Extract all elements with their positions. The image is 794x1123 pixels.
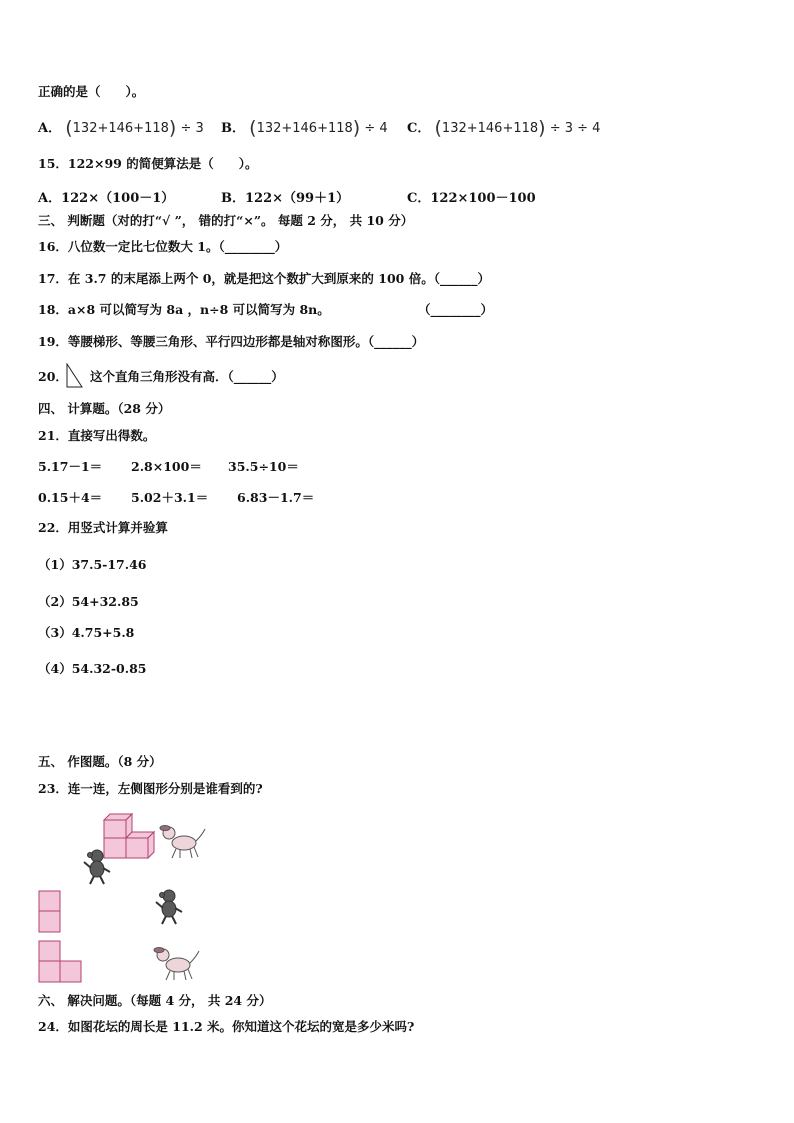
- q17: 17．在 3.7 的末尾添上两个 0，就是把这个数扩大到原来的 100 倍。（______）: [38, 271, 490, 286]
- option-label: A．: [38, 121, 62, 136]
- q15-option-a: A．122×（100－1）: [38, 191, 175, 206]
- monkey-icon: [152, 888, 186, 926]
- q14-option-b: B． (132+146+118) ÷ 4: [221, 117, 388, 139]
- section-3-heading: 三、 判断题（对的打“√ ”， 错的打“×”。 每题 2 分， 共 10 分）: [38, 213, 414, 228]
- calc-row-1-item-1: 5.17－1＝: [38, 459, 103, 474]
- section-4-heading: 四、 计算题。（28 分）: [38, 401, 171, 416]
- section-5-heading: 五、 作图题。（8 分）: [38, 754, 162, 769]
- q16: 16．八位数一定比七位数大 1。（________）: [38, 239, 288, 254]
- option-tail: ÷ 4: [364, 121, 388, 136]
- right-triangle-figure: [66, 363, 84, 389]
- q14-stem-tail: 正确的是（ ）。: [38, 84, 145, 99]
- dog-icon: [152, 945, 202, 983]
- calc-row-2-item-1: 0.15＋4＝: [38, 490, 103, 505]
- option-expr: 132+146+118: [72, 121, 169, 136]
- q21: 21．直接写出得数。: [38, 428, 156, 443]
- calc-row-1-item-2: 2.8×100＝: [131, 459, 202, 474]
- q22-item-4: （4）54.32-0.85: [38, 661, 147, 676]
- q22-item-1: （1）37.5-17.46: [38, 557, 147, 572]
- calc-row-1-item-3: 35.5÷10＝: [228, 459, 299, 474]
- option-label: C．: [407, 121, 431, 136]
- q22-item-2: （2）54+32.85: [38, 594, 139, 609]
- option-label: B．: [221, 121, 245, 136]
- q18: 18．a×8 可以简写为 8a ，n÷8 可以简写为 8n。: [38, 302, 330, 317]
- q23: 23．连一连，左侧图形分别是谁看到的?: [38, 781, 263, 796]
- calc-row-2-item-2: 5.02＋3.1＝: [131, 490, 209, 505]
- q22: 22．用竖式计算并验算: [38, 520, 168, 535]
- section-6-heading: 六、 解决问题。（每题 4 分， 共 24 分）: [38, 993, 272, 1008]
- front-view-figure: [38, 890, 62, 934]
- q20-text: 这个直角三角形没有高．（______）: [90, 369, 284, 384]
- option-expr: 132+146+118: [441, 121, 539, 136]
- q24: 24．如图花坛的周长是 11.2 米。你知道这个花坛的宽是多少米吗?: [38, 1019, 415, 1034]
- q15-option-c: C．122×100－100: [407, 191, 536, 206]
- q22-item-3: （3）4.75+5.8: [38, 625, 135, 640]
- q15-option-b: B．122×（99＋1）: [221, 191, 350, 206]
- monkey-icon: [80, 848, 114, 886]
- side-view-figure: [38, 940, 84, 984]
- q14-option-a: A． (132+146+118) ÷ 3: [38, 117, 204, 139]
- option-expr: 132+146+118: [256, 121, 353, 136]
- q18-answer-blank: （________）: [418, 302, 494, 317]
- q14-option-c: C． (132+146+118) ÷ 3 ÷ 4: [407, 117, 601, 139]
- dog-icon: [158, 823, 208, 861]
- q20-number: 20．: [38, 369, 68, 384]
- option-tail: ÷ 3 ÷ 4: [549, 121, 601, 136]
- q19: 19．等腰梯形、等腰三角形、平行四边形都是轴对称图形。（______）: [38, 334, 425, 349]
- calc-row-2-item-3: 6.83－1.7＝: [237, 490, 315, 505]
- option-tail: ÷ 3: [180, 121, 204, 136]
- q15-stem: 15．122×99 的简便算法是（ ）。: [38, 156, 258, 171]
